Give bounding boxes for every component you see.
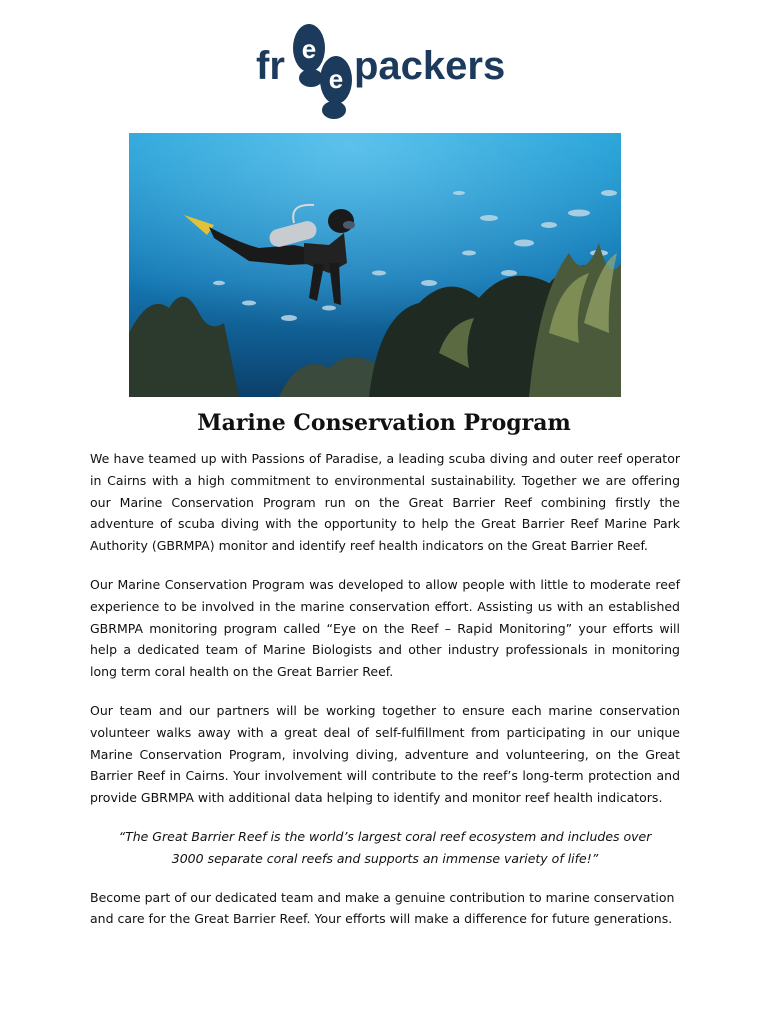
paragraph-partnership: We have teamed up with Passions of Paradise, a leading scuba diving and outer reef operator in Cairns with a high commitment to environmental sustainability. Together we are offering our Marine Conservation Program run on the Great Barrier Reef combining firstly the adventure of scuba diving with the opportunity to help the Great Barrier Reef Marine Park Authority (GBRMPA) monitor and identify reef health indicators on the Great Barrier Reef.: [90, 451, 680, 554]
logo-e-top: e: [301, 34, 317, 64]
freepackers-logo: [250, 16, 510, 124]
scuba-diver-reef-photo-icon: [129, 133, 621, 397]
logo-e-bottom: e: [328, 64, 344, 94]
hero-image: [129, 133, 621, 397]
logo-suffix: packers: [354, 44, 506, 88]
paragraph-program-development: Our Marine Conservation Program was developed to allow people with little to moderate reef experience to be involved in the marine conservation effort. Assisting us with an established GBRMPA monitoring program called “Eye on the Reef – Rapid Monitoring” your efforts will help a dedicated team of Marine Biologists and other industry professionals in monitoring long term coral health on the Great Barrier Reef.: [90, 576, 680, 680]
paragraph-team-partners: Our team and our partners will be working together to ensure each marine conservation volunteer walks away with a great deal of self-fulfillment from participating in our unique Marine Conservation Program, involving diving, adventure and volunteering, on the Great Barrier Reef in Cairns. Your involvement will contribute to the reef’s long-term protection and provide GBRMPA with additional data helping to identify and monitor reef health indicators.: [90, 702, 680, 806]
footprint-logo-icon: [250, 16, 510, 124]
document-body: [90, 448, 680, 947]
logo-prefix: fr: [256, 44, 285, 88]
page-title: Marine Conservation Program: [197, 410, 571, 436]
paragraph-closing: Become part of our dedicated team and make a genuine contribution to marine conservation and care for the Great Barrier Reef. Your efforts will make a difference for future generations.: [90, 889, 675, 927]
reef-quote: “The Great Barrier Reef is the world’s largest coral reef ecosystem and includes over 3000 separate coral reefs and supports an immense variety of life!”: [118, 828, 652, 866]
